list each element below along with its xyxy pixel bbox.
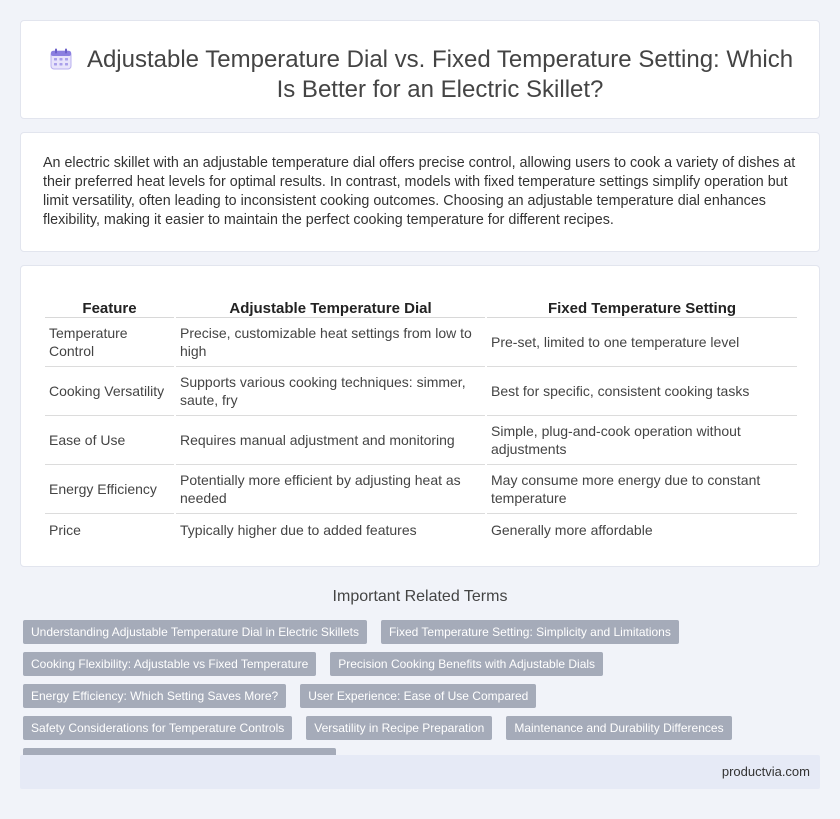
header-fixed: Fixed Temperature Setting — [487, 296, 797, 318]
table-cell: Ease of Use — [45, 416, 174, 465]
page-title: Adjustable Temperature Dial vs. Fixed Temperature Setting: Which Is Better for an Electric Skillet? — [86, 46, 794, 103]
table-card — [20, 265, 820, 567]
table-cell: Pre-set, limited to one temperature level — [487, 318, 797, 367]
table-cell: Temperature Control — [45, 318, 174, 367]
table-cell: Best for specific, consistent cooking tasks — [487, 367, 797, 416]
related-term-tag[interactable]: Fixed Temperature Setting: Simplicity and Limitations — [381, 620, 679, 644]
related-term-tag[interactable]: Precision Cooking Benefits with Adjustable Dials — [330, 652, 603, 676]
table-row — [45, 514, 797, 545]
related-term-tag[interactable]: Safety Considerations for Temperature Controls — [23, 716, 292, 740]
footer-bar — [20, 755, 820, 789]
related-term-tag[interactable]: Energy Efficiency: Which Setting Saves More? — [23, 684, 286, 708]
table-header-row — [45, 296, 797, 318]
calendar-icon — [49, 47, 73, 71]
table-cell: Requires manual adjustment and monitoring — [176, 416, 485, 465]
table-cell: Generally more affordable — [491, 521, 653, 538]
related-terms-list — [23, 620, 813, 772]
table-cell: Simple, plug-and-cook operation without adjustments — [487, 416, 797, 465]
table-cell: Precise, customizable heat settings from low to high — [176, 318, 485, 367]
header-adjustable: Adjustable Temperature Dial — [176, 296, 485, 318]
intro-card — [20, 132, 820, 252]
table-cell: Supports various cooking techniques: simmer, saute, fry — [176, 367, 485, 416]
table-cell: Typically higher due to added features — [180, 521, 417, 538]
related-terms-heading: Important Related Terms — [332, 588, 508, 605]
related-term-tag[interactable]: Understanding Adjustable Temperature Dial in Electric Skillets — [23, 620, 367, 644]
comparison-table — [43, 296, 799, 545]
related-term-tag[interactable]: Maintenance and Durability Differences — [506, 716, 731, 740]
table-cell: Price — [49, 521, 81, 538]
table-row — [45, 367, 797, 416]
table-cell: May consume more energy due to constant temperature — [487, 465, 797, 514]
title-card — [20, 20, 820, 119]
footer-domain-link[interactable]: productvia.com — [721, 764, 810, 779]
header-feature: Feature — [45, 296, 174, 318]
table-row — [45, 318, 797, 367]
table-cell: Energy Efficiency — [45, 465, 174, 514]
table-cell: Cooking Versatility — [45, 367, 174, 416]
related-term-tag[interactable]: Versatility in Recipe Preparation — [306, 716, 492, 740]
table-cell: Potentially more efficient by adjusting heat as needed — [176, 465, 485, 514]
related-term-tag[interactable]: Cooking Flexibility: Adjustable vs Fixed Temperature — [23, 652, 316, 676]
intro-paragraph: An electric skillet with an adjustable temperature dial offers precise control, allowing users to cook a variety of dishes at their preferred heat levels for optimal results. In contrast, models with fixed temperature settings simplify operation but limit versatility, often leading to inconsistent cooking outcomes. Choosing an adjustable temperature dial enhances flexibility, making it easier to maintain the perfect cooking temperature for different recipes. — [43, 155, 796, 228]
related-term-tag[interactable]: User Experience: Ease of Use Compared — [300, 684, 536, 708]
table-row — [45, 465, 797, 514]
table-row — [45, 416, 797, 465]
